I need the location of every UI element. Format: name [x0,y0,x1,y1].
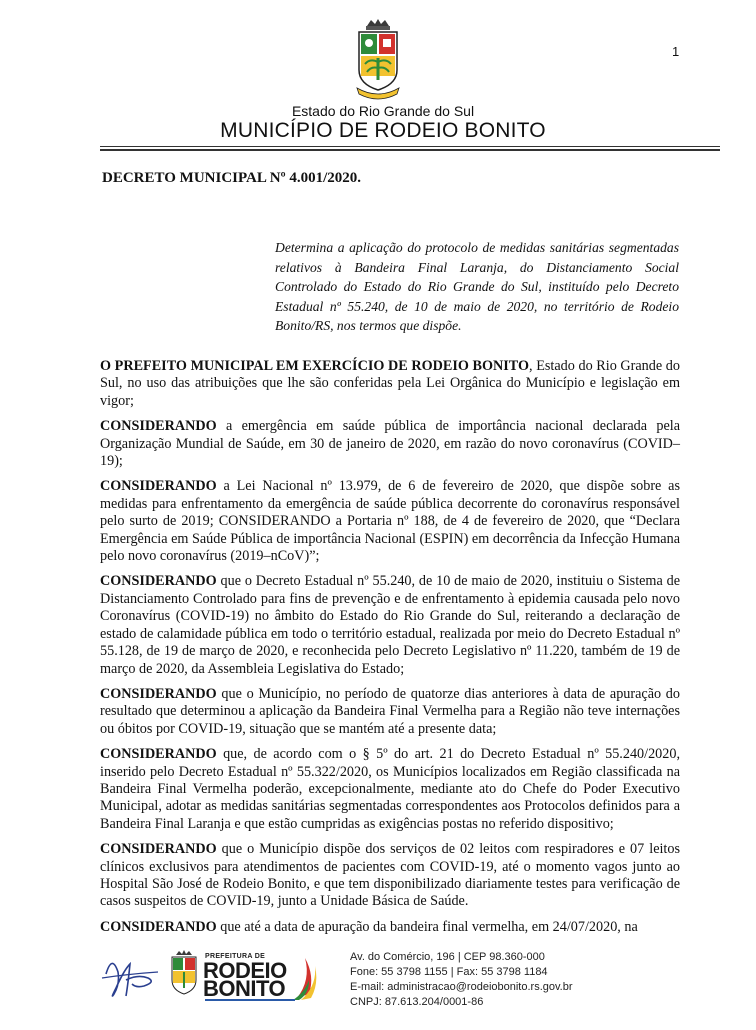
contact-info [350,950,573,1010]
paragraph-lead: CONSIDERANDO [100,841,217,858]
header-rule [100,146,720,147]
address-line: Av. do Comércio, 196 | CEP 98.360-000 [350,951,545,963]
cnpj-line: CNPJ: 87.613.204/0001-86 [350,996,484,1008]
paragraph-considering [100,573,680,677]
paragraph-text: que o Município dispõe dos serviços de 02 leitos com respiradores e 07 leitos clínicos exclusivos para atendimentos de pacientes com COVID-19, até o momento vagos junto ao Hospital São José de Rodeio Bonito, e que tem disponibilizado diariamente testes para verificação de casos suspeitos de COVID-19, junto a Unidade Básica de Saúde. [100,841,680,910]
paragraph-text: a emergência em saúde pública de importância nacional declarada pela Organização Mundial de Saúde, em 30 de janeiro de 2020, em razão do novo coronavírus (COVID–19); [100,418,680,470]
logo-bonito-text: BONITO [203,976,286,1001]
decree-title: DECRETO MUNICIPAL Nº 4.001/2020. [102,170,361,186]
paragraph-text: que o Município, no período de quatorze dias anteriores à data de apuração do resultado que determinou a aplicação da Bandeira Final Vermelha para a Região não teve internações ou óbitos por COVID-19, situação que se mantém até a presente data; [100,685,680,737]
paragraph-lead: CONSIDERANDO [100,573,217,590]
municipality-name: MUNICÍPIO DE RODEIO BONITO [220,119,546,142]
paragraph-lead: CONSIDERANDO [100,918,217,935]
paragraph-lead: CONSIDERANDO [100,746,217,763]
paragraph-text: , Estado do Rio Grande do Sul, no uso das atribuições que lhe são conferidas pela Lei Orgânica do Município e legislação em vigor; [100,358,680,409]
paragraph-considering [100,841,680,911]
paragraph-text: que até a data de apuração da bandeira final vermelha, em 24/07/2020, na [216,918,638,935]
paragraph-lead: O PREFEITO MUNICIPAL EM EXERCÍCIO DE RODEIO BONITO [100,358,530,374]
paragraph-considering [100,418,680,470]
phone-line: Fone: 55 3798 1155 | Fax: 55 3798 1184 [350,966,548,978]
paragraph-preamble [100,358,680,410]
paragraph-lead: CONSIDERANDO [100,478,217,495]
paragraph-lead: CONSIDERANDO [100,418,217,435]
paragraph-text: que o Decreto Estadual nº 55.240, de 10 de maio de 2020, instituiu o Sistema de Distanciamento Controlado para fins de prevenção e de enfrentamento à epidemia causada pelo novo Coronavírus (COVID-19) no âmbito do Estado do Rio Grande do Sul, reiterando a declaração de estado de calamidade pública em todo o território estadual, realizada por meio do Decreto Estadual nº 55.128, de 19 de março de 2020, e reconhecida pelo Decreto Legislativo nº 11.220, também de 19 de março de 2020, da Assembleia Legislativa do Estado; [100,573,680,677]
paragraph-text: que, de acordo com o § 5º do art. 21 do Decreto Estadual nº 55.240/2020, inserido pelo Decreto Estadual nº 55.322/2020, os Municípios localizados em Região classificada na Bandeira Final Vermelha poderão, excepcionalmente, mediante ato do Chefe do Poder Executivo Municipal, adotar as medidas sanitárias segmentadas correspondentes aos Protocolos definidos para a Bandeira Final Laranja e que estão cumpridas as exigências postas no referido dispositivo; [100,746,680,832]
email-line: E-mail: administracao@rodeiobonito.rs.gov.br [350,981,573,993]
paragraph-considering [100,919,680,936]
header-rule-thick [100,149,720,151]
logo-prefeitura-text: PREFEITURA DE [205,953,266,960]
logo-rodeio-text: RODEIO [203,958,287,983]
handwritten-signature-icon [98,944,162,1004]
paragraph-considering [100,686,680,738]
paragraph-considering [100,746,680,833]
paragraph-text: a Lei Nacional nº 13.979, de 6 de fevereiro de 2020, que dispõe sobre as medidas para enfrentamento da emergência de saúde pública decorrente do coronavírus responsável pelo surto de 2019; CONSIDERANDO a Portaria nº 188, de 4 de fevereiro de 2020, que “Declara Emergência em Saúde Pública de importância Nacional (ESPIN) em decorrência da Infecção Humana pelo novo coronavírus (2019–nCoV)”; [100,478,680,565]
municipal-coat-of-arms-icon [353,18,403,100]
state-name: Estado do Rio Grande do Sul [291,103,475,119]
paragraph-considering [100,478,680,565]
decree-body [100,358,680,944]
paragraph-lead: CONSIDERANDO [100,685,217,702]
page-number: 1 [672,44,680,59]
footer-coat-of-arms-icon [168,950,200,998]
decree-summary: Determina a aplicação do protocolo de medidas sanitárias segmentadas relativos à Bandeira Final Laranja, do Distanciamento Social Controlado do Estado do Rio Grande do Sul, instituído pelo Decreto Estadual nº 55.240, de 10 de maio de 2020, no território de Rodeio Bonito/RS, nos termos que dispõe. [275,240,679,333]
